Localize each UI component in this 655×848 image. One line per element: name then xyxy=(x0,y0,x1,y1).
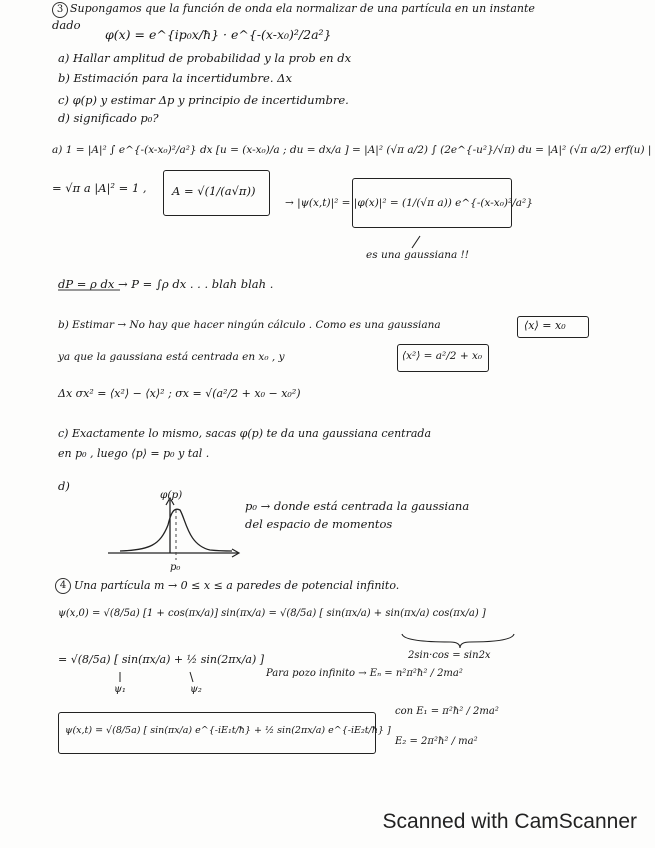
amplitude-value: A = √(1/(a√π)) xyxy=(172,184,256,198)
underbrace xyxy=(402,634,514,648)
p4-psi-line: ψ(x,0) = √(8/5a) [1 + cos(πx/a)] sin(πx/a) = √(8/5a) [ sin(πx/a) + sin(πx/a) cos(πx/a) ] xyxy=(58,608,486,619)
psi2-arrow xyxy=(190,672,193,682)
p4-pozo: Para pozo infinito → Eₙ = n²π²ħ² / 2ma² xyxy=(266,668,463,679)
mean-x-value: ⟨x⟩ = x₀ xyxy=(524,319,566,332)
p4-e2: E₂ = 2π²ħ² / ma² xyxy=(395,736,478,747)
p4-e1: con E₁ = π²ħ² / 2ma² xyxy=(395,706,499,717)
sketch-phi-label: φ(p) xyxy=(160,489,183,501)
note-arrow xyxy=(412,236,420,248)
time-evolution-box xyxy=(58,712,391,754)
p3-intro-line2: dado xyxy=(52,18,81,32)
p3-d-label: d) xyxy=(58,479,70,493)
p3-a-line1: a) 1 = |A|² ∫ e^{-(x-x₀)²/a²} dx [u = (x-x₀)/a ; du = dx/a ] = |A|² (√π a/2) ∫ (2e^{-u²}/√π) du = |A|² (√π a/2) erf(u) | xyxy=(52,144,652,156)
p3-b-line3: Δx σx² = ⟨x²⟩ − ⟨x⟩² ; σx = √(a²/2 + x₀ − x₀²) xyxy=(58,387,301,400)
p3-d-text2: del espacio de momentos xyxy=(245,517,393,531)
p3-intro-line1: Supongamos que la función de onda ela normalizar de una partícula en un instante xyxy=(70,2,535,15)
p4-psi1: ψ₁ xyxy=(114,684,126,695)
p3-c-line2: en p₀ , luego ⟨p⟩ = p₀ y tal . xyxy=(58,447,210,460)
p3-a-line2-right: → |ψ(x,t)|² = |φ(x)|² = (1/(√π a)) e^{-(x-x₀)²/a²} xyxy=(285,197,533,209)
p3-wave-function: φ(x) = e^{ip₀x/ħ} · e^{-(x-x₀)²/2a²} xyxy=(105,27,332,42)
problem-3-number: 3 xyxy=(52,2,68,18)
p3-item-a: a) Hallar amplitud de probabilidad y la prob en dx xyxy=(58,51,352,65)
p3-dP-line: dP = ρ dx → P = ∫ρ dx . . . blah blah . xyxy=(58,277,274,291)
mean-x2-value: ⟨x²⟩ = a²/2 + x₀ xyxy=(402,350,483,362)
p4-boxed: ψ(x,t) = √(8/5a) [ sin(πx/a) e^{-iE₁t/ħ} + ½ sin(2πx/a) e^{-iE₂t/ħ} ] xyxy=(65,725,391,736)
p3-a-note: es una gaussiana !! xyxy=(366,249,470,261)
p3-item-c: c) φ(p) y estimar Δp y principio de incertidumbre. xyxy=(58,93,349,107)
camscanner-watermark: Scanned with CamScanner xyxy=(382,810,637,833)
p3-a-line2-left: = √π a |A|² = 1 , xyxy=(52,181,147,195)
p3-b-line1: b) Estimar → No hay que hacer ningún cálculo . Como es una gaussiana xyxy=(58,319,441,331)
problem-4-number: 4 xyxy=(55,578,71,594)
sketch-p0-label: p₀ xyxy=(170,562,181,573)
p4-psi2: ψ₂ xyxy=(190,684,202,695)
p4-identity: 2sin·cos = sin2x xyxy=(408,650,491,661)
p3-d-text1: p₀ → donde está centrada la gaussiana xyxy=(245,499,470,513)
p4-intro: Una partícula m → 0 ≤ x ≤ a paredes de potencial infinito. xyxy=(74,579,400,592)
p3-c-line1: c) Exactamente lo mismo, sacas φ(p) te da una gaussiana centrada xyxy=(58,427,432,440)
p3-item-b: b) Estimación para la incertidumbre. Δx xyxy=(58,71,292,85)
p3-item-d: d) significado p₀? xyxy=(58,111,159,125)
p4-line2: = √(8/5a) [ sin(πx/a) + ½ sin(2πx/a) ] xyxy=(58,653,265,666)
p3-b-line2: ya que la gaussiana está centrada en x₀ , y xyxy=(58,351,285,363)
